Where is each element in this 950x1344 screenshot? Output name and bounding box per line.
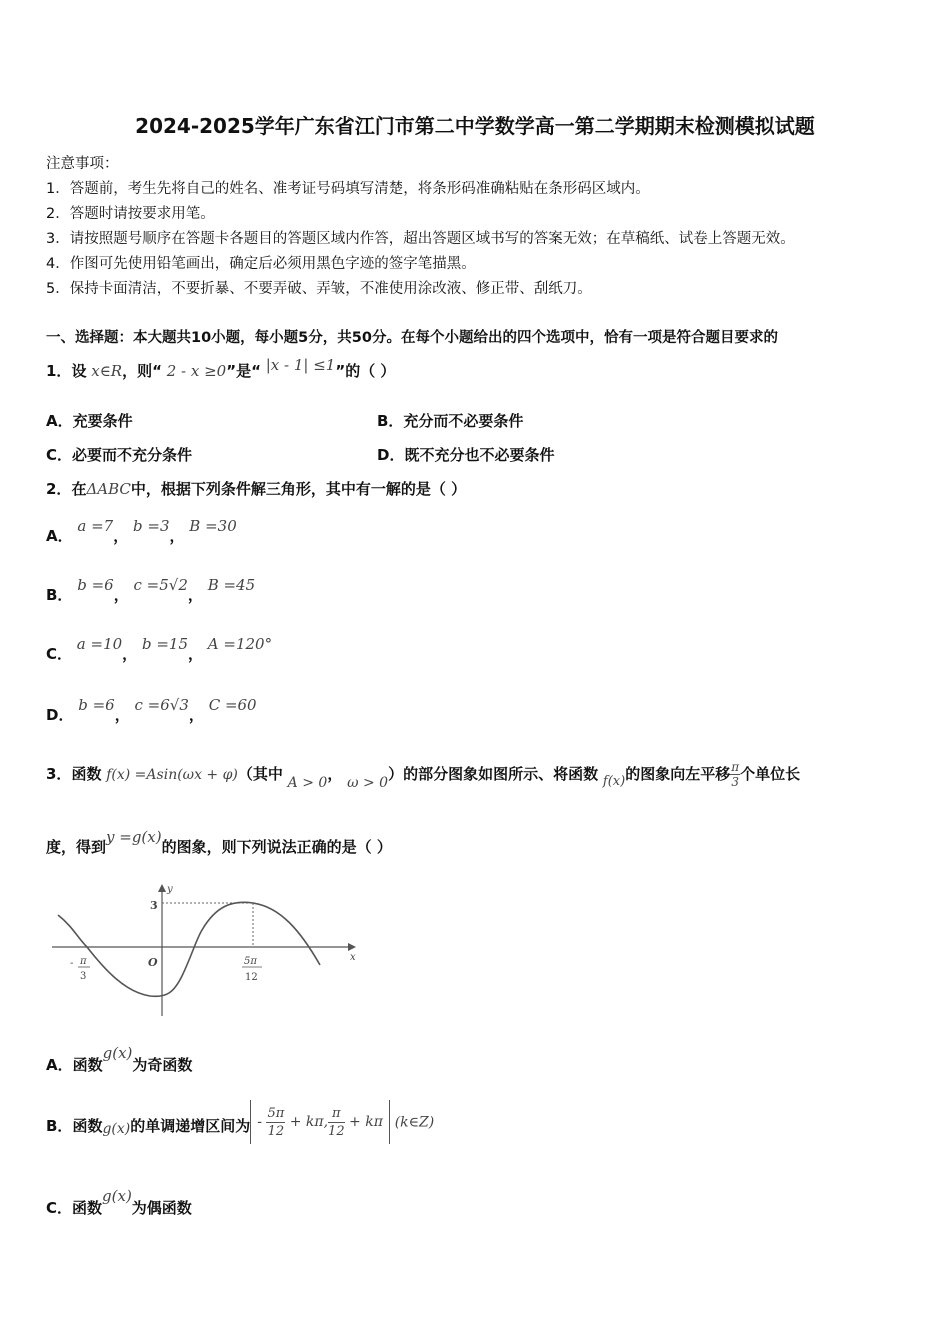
- math-expression: |x - 1| ≤1: [265, 356, 336, 374]
- left-tick-minus: -: [70, 958, 74, 969]
- math-expression: B =45: [207, 576, 256, 594]
- option-label: D．: [46, 706, 74, 724]
- math-expression: a =7: [77, 517, 114, 535]
- y-axis-arrow-icon: [158, 884, 166, 892]
- question-3-continued: [46, 826, 392, 856]
- math-expression: A =120°: [207, 635, 273, 653]
- sine-graph: [50, 880, 360, 1020]
- interval-expression: [250, 1100, 390, 1144]
- option-d[interactable]: D．既不充分也不必要条件: [377, 446, 555, 464]
- math-expression: 2 - x ≥0: [166, 362, 227, 380]
- option-b[interactable]: B．充分而不必要条件: [377, 412, 524, 430]
- option-c[interactable]: C．必要而不充分条件: [46, 446, 193, 464]
- notice-item: 3．请按照题号顺序在答题卡各题目的答题区域内作答，超出答题区域书写的答案无效；在草稿纸、试卷上答题无效。: [46, 231, 795, 247]
- separator: ，: [122, 645, 138, 663]
- option-label: C．: [46, 645, 73, 663]
- separator: ，: [188, 706, 204, 724]
- interval-middle: + kπ,: [289, 1114, 329, 1130]
- math-expression: B =30: [189, 517, 237, 535]
- fraction-denominator: 3: [731, 775, 739, 789]
- math-expression: y =g(x): [106, 828, 162, 846]
- section-heading: 一、选择题：本大题共10小题，每小题5分，共50分。在每个小题给出的四个选项中，恰有一项是符合题目要求的: [46, 330, 778, 346]
- separator: ，: [169, 527, 185, 545]
- option-label: A．: [46, 1056, 73, 1074]
- fraction-numerator: π: [731, 760, 740, 774]
- math-expression: c =6√3: [134, 696, 189, 714]
- separator: ，: [113, 527, 129, 545]
- separator: ，: [187, 586, 203, 604]
- fraction-denominator: 12: [267, 1123, 285, 1139]
- math-expression: x∈R: [91, 362, 123, 380]
- math-expression: f(x) =Asin(ωx + φ): [106, 767, 238, 783]
- option-c[interactable]: [46, 1185, 192, 1217]
- question-text: 设: [71, 362, 87, 380]
- math-expression: ω > 0: [347, 775, 389, 791]
- question-text: ”是“: [226, 362, 261, 380]
- math-expression: b =6: [78, 696, 115, 714]
- option-text: 函数: [72, 1199, 103, 1217]
- question-text: ，: [327, 765, 343, 783]
- left-tick-numerator: π: [80, 956, 87, 967]
- question-number: 3．: [46, 765, 72, 783]
- interval-end: + kπ: [349, 1114, 383, 1130]
- notice-item: 1．答题前，考生先将自己的姓名、准考证号码填写清楚，将条形码准确粘贴在条形码区域内。: [46, 181, 650, 197]
- question-3: [46, 760, 800, 789]
- page-title: 2024-2025学年广东省江门市第二中学数学高一第二学期期末检测模拟试题: [135, 114, 815, 138]
- math-expression: g(x): [102, 1120, 131, 1137]
- question-number: 2．: [46, 480, 72, 498]
- question-text: （其中: [237, 765, 283, 783]
- notice-item: 4．作图可先使用铅笔画出，确定后必须用黑色字迹的签字笔描黑。: [46, 256, 476, 272]
- math-expression: g(x): [102, 1044, 133, 1062]
- question-2: [46, 478, 466, 499]
- option-text: 的单调递增区间为: [130, 1116, 251, 1135]
- x-axis-arrow-icon: [348, 943, 356, 951]
- question-text: ，则“: [122, 362, 162, 380]
- option-label: A．: [46, 527, 73, 545]
- fraction: [266, 1105, 285, 1140]
- fraction: [328, 1105, 345, 1140]
- notice-heading: 注意事项：: [46, 156, 119, 172]
- question-number: 1．: [46, 362, 72, 380]
- math-expression: f(x): [602, 774, 626, 789]
- option-text: 函数: [72, 1116, 103, 1135]
- question-1: [46, 356, 396, 381]
- question-text: 的图象，则下列说法正确的是（ ）: [161, 838, 392, 856]
- option-text: 为偶函数: [131, 1199, 192, 1217]
- question-text: 个单位长: [740, 765, 801, 783]
- separator: ，: [188, 645, 204, 663]
- question-text: 的图象向左平移: [625, 765, 731, 783]
- separator: ，: [114, 706, 130, 724]
- notice-item: 5．保持卡面清洁，不要折暴、不要弄破、弄皱，不准使用涂改液、修正带、刮纸刀。: [46, 281, 592, 297]
- option-text: 为奇函数: [132, 1056, 193, 1074]
- option-a[interactable]: A．充要条件: [46, 412, 133, 430]
- option-d[interactable]: [46, 694, 257, 724]
- math-expression: ΔABC: [86, 480, 131, 498]
- left-tick-denominator: 3: [80, 971, 87, 982]
- fraction: [730, 760, 740, 789]
- math-expression: b =15: [141, 635, 188, 653]
- option-label: B．: [46, 586, 73, 604]
- option-label: B．: [46, 1116, 73, 1135]
- y-axis-label: y: [167, 884, 173, 895]
- fraction-denominator: 12: [328, 1123, 345, 1139]
- interval-condition: (k∈Z): [394, 1114, 435, 1131]
- option-a[interactable]: [46, 515, 237, 545]
- option-a[interactable]: [46, 1042, 193, 1074]
- x-axis-label: x: [350, 952, 356, 963]
- math-expression: b =3: [133, 517, 170, 535]
- question-text: 在: [71, 480, 87, 498]
- right-tick-denominator: 12: [245, 972, 258, 983]
- math-expression: A > 0: [287, 775, 328, 791]
- sine-curve: [58, 902, 320, 996]
- math-expression: C =60: [208, 696, 257, 714]
- question-text: 度，得到: [46, 838, 107, 856]
- interval-minus: -: [257, 1114, 262, 1130]
- option-c[interactable]: [46, 633, 273, 663]
- option-label: C．: [46, 1199, 73, 1217]
- fraction-numerator: π: [328, 1105, 345, 1123]
- max-value-label: 3: [150, 899, 158, 912]
- math-expression: c =5√2: [133, 576, 188, 594]
- option-b[interactable]: [46, 574, 256, 604]
- separator: ，: [113, 586, 129, 604]
- fraction-numerator: 5π: [267, 1105, 285, 1121]
- math-expression: a =10: [76, 635, 123, 653]
- right-tick-numerator: 5π: [244, 956, 257, 967]
- origin-label: O: [148, 956, 158, 969]
- math-expression: b =6: [77, 576, 114, 594]
- question-text: 中，根据下列条件解三角形，其中有一解的是（ ）: [130, 480, 467, 498]
- math-expression: g(x): [102, 1187, 132, 1205]
- question-text: ”的（ ）: [335, 362, 396, 380]
- question-text: ）的部分图象如图所示、将函数: [388, 765, 599, 783]
- question-text: 函数: [71, 765, 102, 783]
- option-b[interactable]: [46, 1100, 434, 1150]
- option-text: 函数: [72, 1056, 103, 1074]
- notice-item: 2．答题时请按要求用笔。: [46, 206, 215, 222]
